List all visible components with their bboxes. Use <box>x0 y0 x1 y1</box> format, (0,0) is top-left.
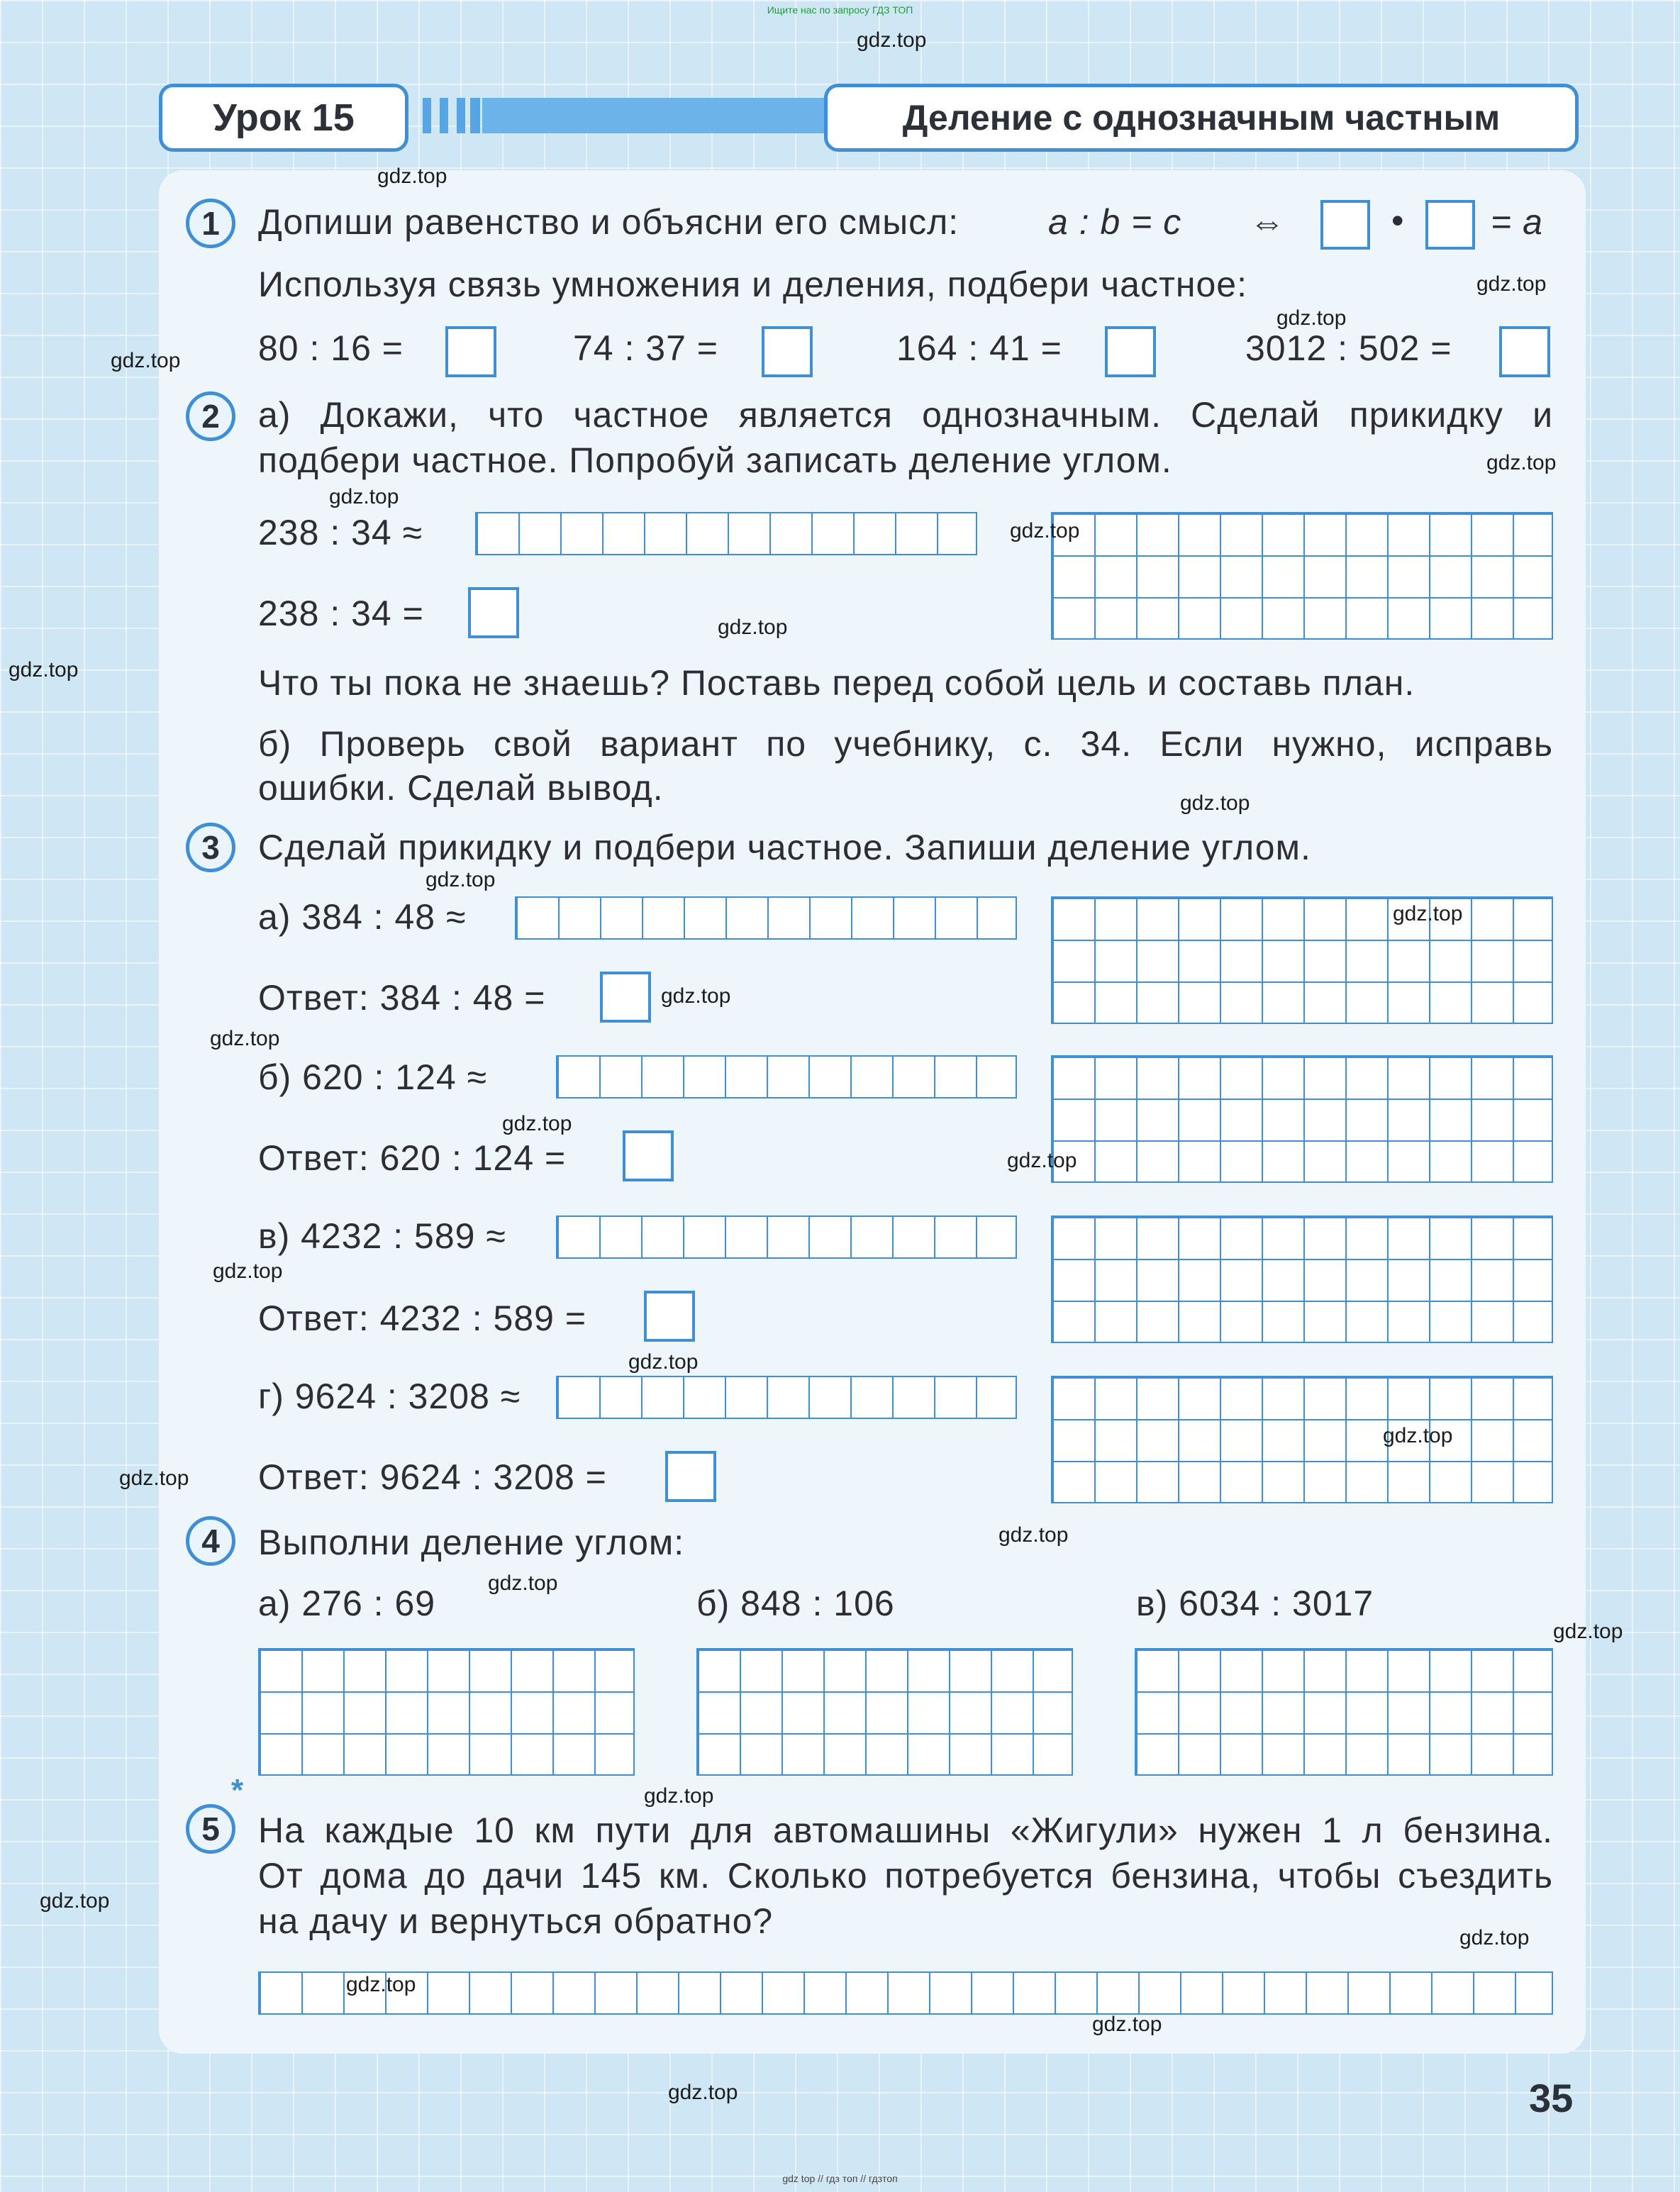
bottom-note: gdz top // гдз топ // гдзтоп <box>782 2173 898 2184</box>
watermark: gdz.top <box>661 984 731 1008</box>
task-1-answer-box-2[interactable] <box>1425 200 1475 250</box>
watermark: gdz.top <box>502 1112 572 1135</box>
answer-strip-task-5[interactable] <box>258 1971 1553 2015</box>
task-1-text-line1: Допиши равенство и объясни его смысл: <box>258 202 959 242</box>
star-icon: * <box>231 1773 244 1808</box>
answer-box-164-41[interactable] <box>1105 326 1156 377</box>
watermark: gdz.top <box>1007 1149 1077 1172</box>
task-2-b-line1: б) Проверь свой вариант по учебнику, с. 34. Если нужно, исправь <box>258 724 1553 764</box>
watermark: gdz.top <box>1276 306 1347 330</box>
approx-620-124: б) 620 : 124 ≈ <box>258 1057 488 1097</box>
answer-9624-3208: Ответ: 9624 : 3208 = <box>258 1457 607 1497</box>
watermark: gdz.top <box>628 1350 699 1374</box>
watermark: gdz.top <box>488 1571 558 1595</box>
estimate-strip-4232-589[interactable] <box>556 1215 1017 1259</box>
watermark: gdz.top <box>425 868 496 891</box>
multiply-dot: • <box>1391 201 1405 240</box>
watermark: gdz.top <box>1553 1620 1623 1643</box>
estimate-strip-620-124[interactable] <box>556 1055 1017 1098</box>
work-grid-4232-589[interactable] <box>1051 1215 1553 1343</box>
task-1-formula: a : b = c <box>1048 202 1182 242</box>
task-1-rhs: = a <box>1491 202 1543 242</box>
approx-4232-589: в) 4232 : 589 ≈ <box>258 1216 506 1256</box>
equivalence-symbol: ⇔ <box>1250 202 1286 242</box>
estimate-strip-238-34[interactable] <box>475 512 977 555</box>
answer-box-74-37[interactable] <box>762 326 813 377</box>
task-5-line1: На каждые 10 км пути для автомашины «Жигули» нужен 1 л бензина. <box>258 1810 1553 1850</box>
answer-box-80-16[interactable] <box>445 326 496 377</box>
estimate-strip-9624-3208[interactable] <box>556 1376 1017 1419</box>
watermark: gdz.top <box>9 658 79 681</box>
watermark: gdz.top <box>210 1027 280 1050</box>
task-2-a-line1: а) Докажи, что частное является однозначным. Сделай прикидку и <box>258 395 1553 435</box>
division-6034-3017: в) 6034 : 3017 <box>1136 1584 1374 1623</box>
task-4-number: 4 <box>186 1516 235 1566</box>
watermark: gdz.top <box>857 28 927 52</box>
watermark: gdz.top <box>213 1259 283 1283</box>
answer-620-124: Ответ: 620 : 124 = <box>258 1138 567 1178</box>
lesson-topic: Деление с однозначным частным <box>824 84 1579 152</box>
watermark: gdz.top <box>119 1467 189 1490</box>
answer-4232-589: Ответ: 4232 : 589 = <box>258 1298 587 1338</box>
watermark: gdz.top <box>377 165 447 188</box>
watermark: gdz.top <box>998 1523 1069 1547</box>
watermark: gdz.top <box>346 1973 416 1996</box>
approx-238-34: 238 : 34 ≈ <box>258 513 423 552</box>
header-band <box>482 98 828 133</box>
task-3-intro: Сделай прикидку и подбери частное. Запиши деление углом. <box>258 828 1311 867</box>
watermark: gdz.top <box>40 1889 110 1913</box>
task-2-a-line2: подбери частное. Попробуй записать деление углом. <box>258 440 1172 480</box>
watermark: gdz.top <box>329 485 399 508</box>
answer-box-384-48[interactable] <box>600 972 651 1023</box>
task-2-number: 2 <box>186 391 235 441</box>
watermark: gdz.top <box>668 2081 738 2104</box>
task-1-text-line2: Используя связь умножения и деления, подбери частное: <box>258 265 1247 304</box>
work-grid-848-106[interactable] <box>696 1648 1073 1776</box>
answer-box-3012-502[interactable] <box>1499 326 1550 377</box>
task-4-intro: Выполни деление углом: <box>258 1523 685 1562</box>
task-3-number: 3 <box>186 823 235 872</box>
watermark: gdz.top <box>1010 519 1080 543</box>
equation-80-16: 80 : 16 = <box>258 328 404 368</box>
task-5-line3: на дачу и вернуться обратно? <box>258 1901 774 1941</box>
work-grid-620-124[interactable] <box>1051 1055 1553 1183</box>
work-grid-276-69[interactable] <box>258 1648 635 1776</box>
estimate-strip-384-48[interactable] <box>515 896 1017 940</box>
task-2-b-line2: ошибки. Сделай вывод. <box>258 768 664 808</box>
watermark: gdz.top <box>1383 1424 1453 1447</box>
lesson-title: Урок 15 <box>159 84 408 152</box>
task-1-answer-box-1[interactable] <box>1320 200 1370 250</box>
answer-384-48: Ответ: 384 : 48 = <box>258 978 546 1018</box>
exact-238-34: 238 : 34 = <box>258 594 424 633</box>
watermark: gdz.top <box>111 349 181 372</box>
task-1-number: 1 <box>186 199 235 248</box>
approx-9624-3208: г) 9624 : 3208 ≈ <box>258 1376 521 1416</box>
work-grid-6034-3017[interactable] <box>1135 1648 1553 1776</box>
work-grid-9624-3208[interactable] <box>1051 1376 1553 1503</box>
answer-box-238-34[interactable] <box>468 587 519 638</box>
watermark: gdz.top <box>644 1784 714 1808</box>
task-5-number: 5 <box>186 1804 235 1854</box>
watermark: gdz.top <box>1180 791 1250 815</box>
approx-384-48: а) 384 : 48 ≈ <box>258 897 467 937</box>
work-grid-238-34[interactable] <box>1051 512 1553 640</box>
watermark: gdz.top <box>1393 902 1463 925</box>
watermark: gdz.top <box>718 616 788 639</box>
watermark: gdz.top <box>1476 272 1547 296</box>
watermark: gdz.top <box>1092 2013 1162 2036</box>
answer-box-620-124[interactable] <box>623 1130 674 1181</box>
task-2-question: Что ты пока не знаешь? Поставь перед собой цель и составь план. <box>258 663 1415 703</box>
watermark: gdz.top <box>1486 451 1557 474</box>
top-note: Ищите нас по запросу ГДЗ ТОП <box>767 4 913 16</box>
answer-box-4232-589[interactable] <box>644 1291 695 1342</box>
division-276-69: а) 276 : 69 <box>258 1584 436 1623</box>
watermark: gdz.top <box>1459 1926 1530 1949</box>
answer-box-9624-3208[interactable] <box>665 1451 716 1502</box>
work-grid-384-48[interactable] <box>1051 896 1553 1024</box>
division-848-106: б) 848 : 106 <box>696 1584 895 1623</box>
equation-74-37: 74 : 37 = <box>573 328 718 368</box>
equation-164-41: 164 : 41 = <box>896 328 1062 368</box>
page-number: 35 <box>1529 2076 1574 2120</box>
task-5-line2: От дома до дачи 145 км. Сколько потребуется бензина, чтобы съездить <box>258 1856 1553 1896</box>
equation-3012-502: 3012 : 502 = <box>1245 328 1452 368</box>
